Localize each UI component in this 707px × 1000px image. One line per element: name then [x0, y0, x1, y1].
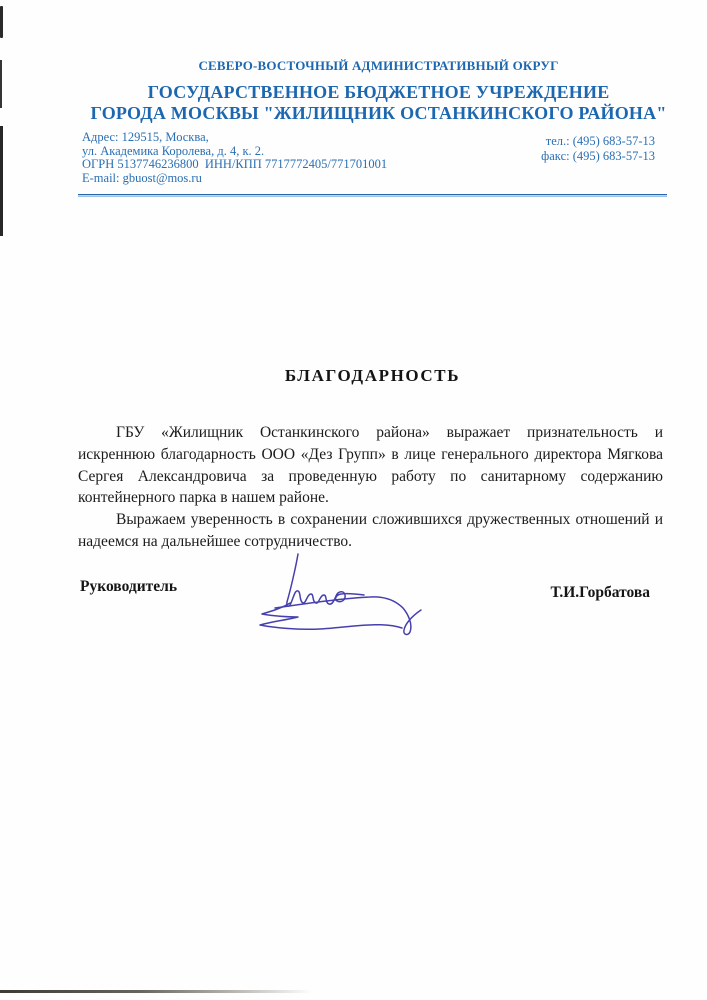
scan-artifact-bottom — [0, 990, 312, 993]
document-title: БЛАГОДАРНОСТЬ — [284, 366, 461, 385]
organization-name-line2: ГОРОДА МОСКВЫ "ЖИЛИЩНИК ОСТАНКИНСКОГО РАЙОНА" — [90, 103, 667, 123]
fax-line: факс: (495) 683-57-13 — [541, 149, 655, 163]
contact-block — [82, 131, 667, 186]
letterhead-divider-rule — [78, 194, 667, 195]
address-block — [82, 131, 387, 186]
handwritten-signature-icon — [250, 546, 425, 660]
ogrn-inn-line: ОГРН 5137746236800 ИНН/КПП 7717772405/771701001 — [82, 157, 388, 172]
district-name: СЕВЕРО-ВОСТОЧНЫЙ АДМИНИСТРАТИВНЫЙ ОКРУГ — [198, 58, 559, 73]
letterhead — [60, 58, 697, 124]
signoff-role: Руководитель — [80, 578, 178, 595]
scan-artifact-left — [0, 6, 3, 38]
address-line: ул. Академика Королева, д. 4, к. 2. — [82, 143, 265, 158]
scan-artifact-left — [0, 126, 3, 236]
body-paragraph: Выражаем уверенность в сохранении сложившихся дружественных отношений и надеемся на дальнейшее сотрудничество. — [78, 511, 663, 550]
phone-block — [541, 131, 655, 164]
body-paragraph: ГБУ «Жилищник Останкинского района» выражает признательность и искреннюю благодарность ООО «Дез Групп» в лице генерального директора Мягкова Сергея Александровича за проведенную работу по санитарному содержанию контейнерного парка в нашем районе. — [78, 424, 663, 507]
signoff-name: Т.И.Горбатова — [550, 584, 650, 601]
phone-line: тел.: (495) 683-57-13 — [545, 134, 655, 148]
organization-name-line1: ГОСУДАРСТВЕННОЕ БЮДЖЕТНОЕ УЧРЕЖДЕНИЕ — [147, 82, 610, 102]
letter-body — [78, 422, 663, 553]
email-line: E-mail: gbuost@mos.ru — [82, 171, 202, 186]
scan-artifact-left — [0, 60, 2, 108]
address-line: Адрес: 129515, Москва, — [82, 130, 209, 144]
